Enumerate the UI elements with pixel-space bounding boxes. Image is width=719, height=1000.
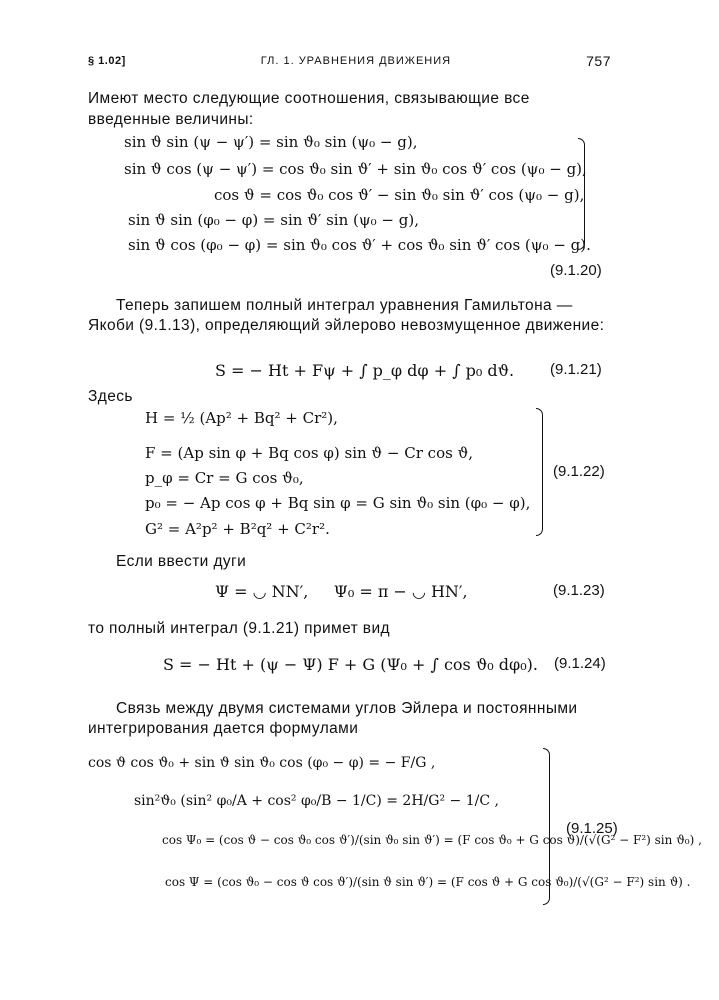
eq25-brace — [543, 748, 550, 905]
eq22-line-4: p₀ = − Ap cos φ + Bq sin φ = G sin ϑ₀ sin (φ₀ − φ), — [145, 494, 531, 512]
section-ref: § 1.02] — [88, 55, 126, 67]
eq20-line-5: sin ϑ cos (φ₀ − φ) = sin ϑ₀ cos ϑ′ + cos ϑ₀ sin ϑ′ cos (ψ₀ − g). — [128, 236, 591, 254]
eq20-line-2: sin ϑ cos (ψ − ψ′) = cos ϑ₀ sin ϑ′ + sin ϑ₀ cos ϑ′ cos (ψ₀ − g), — [124, 160, 587, 178]
eq25-line-2: sin²ϑ₀ (sin² φ₀/A + cos² φ₀/B − 1/C) = 2H/G² − 1/C , — [134, 793, 499, 809]
page-number: 757 — [586, 53, 611, 69]
eq20-line-1: sin ϑ sin (ψ − ψ′) = sin ϑ₀ sin (ψ₀ − g), — [124, 133, 418, 151]
eq20-brace — [578, 138, 585, 250]
chapter-title: ГЛ. 1. УРАВНЕНИЯ ДВИЖЕНИЯ — [260, 55, 452, 67]
paragraph-arcs: Если ввести дуги — [116, 553, 247, 570]
eq22-brace — [536, 408, 543, 536]
eq22-line-5: G² = A²p² + B²q² + C²r². — [145, 520, 330, 538]
paragraph-intro: Имеют место следующие соотношения, связывающие все введенные величины: — [88, 90, 530, 128]
paragraph-hamilton-jacobi: Теперь запишем полный интеграл уравнения Гамильтона — Якоби (9.1.13), определяющий эйлерово невозмущенное движение: — [88, 297, 605, 334]
eq22-line-3: p_φ = Cr = G cos ϑ₀, — [145, 469, 304, 487]
eq25-line-4: cos Ψ = (cos ϑ₀ − cos ϑ cos ϑ′)/(sin ϑ sin ϑ′) = (F cos ϑ + G cos ϑ₀)/(√(G² − F²) sin ϑ) . — [165, 875, 691, 889]
eq21-number: (9.1.21) — [550, 361, 602, 378]
paragraph-euler-angles: Связь между двумя системами углов Эйлера и постоянными интегрирования дается формулами — [88, 700, 578, 737]
running-header — [88, 52, 611, 70]
eq20-number: (9.1.20) — [550, 262, 602, 279]
eq21: S = − Ht + Fψ + ∫ p_φ dφ + ∫ p₀ dϑ. — [215, 361, 515, 380]
eq24: S = − Ht + (ψ − Ψ) F + G (Ψ₀ + ∫ cos ϑ₀ dφ₀). — [163, 655, 538, 674]
paragraph-full-integral: то полный интеграл (9.1.21) примет вид — [88, 620, 390, 637]
eq20-line-4: sin ϑ sin (φ₀ − φ) = sin ϑ′ sin (ψ₀ − g), — [128, 211, 419, 229]
eq25-line-1: cos ϑ cos ϑ₀ + sin ϑ sin ϑ₀ cos (φ₀ − φ) = − F/G , — [88, 755, 436, 771]
eq20-line-3: cos ϑ = cos ϑ₀ cos ϑ′ − sin ϑ₀ sin ϑ′ cos (ψ₀ − g), — [214, 186, 585, 204]
eq24-number: (9.1.24) — [554, 655, 606, 672]
eq23: Ψ = ◡ NN′, Ψ₀ = π − ◡ HN′, — [215, 582, 468, 601]
eq22-line-2: F = (Ap sin φ + Bq cos φ) sin ϑ − Cr cos ϑ, — [145, 444, 474, 462]
paragraph-here: Здесь — [88, 388, 133, 405]
eq25-line-3: cos Ψ₀ = (cos ϑ − cos ϑ₀ cos ϑ′)/(sin ϑ₀ sin ϑ′) = (F cos ϑ₀ + G cos ϑ)/(√(G² − F²) sin ϑ₀) , — [162, 833, 702, 847]
eq23-number: (9.1.23) — [553, 582, 605, 599]
eq22-number: (9.1.22) — [553, 463, 605, 480]
eq22-line-1: H = ½ (Ap² + Bq² + Cr²), — [145, 409, 338, 427]
eq25-number: (9.1.25) — [566, 820, 618, 837]
